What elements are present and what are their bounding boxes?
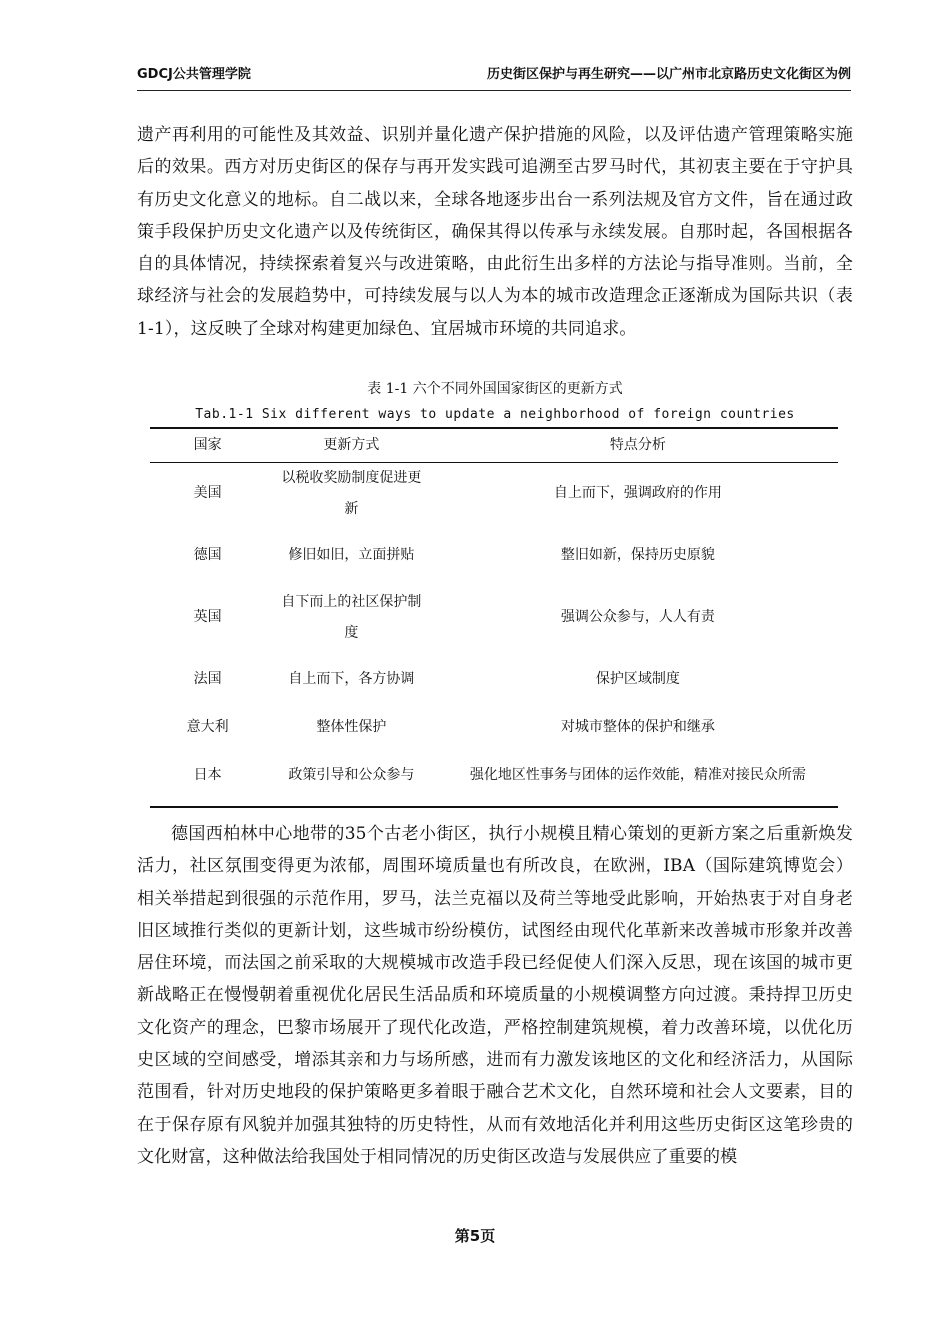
cell-method: 修旧如旧，立面拼贴 [288,547,415,563]
table-row [150,525,838,587]
cell-method: 政策引导和公众参与 [288,766,415,783]
cell-country: 法国 [193,671,222,687]
table-row [150,711,838,745]
cell-method: 自上而下，各方协调 [288,671,415,687]
table-caption-chinese: 表 1-1 六个不同外国国家街区的更新方式 [367,381,623,397]
cell-country: 意大利 [186,719,229,735]
table-row [150,649,838,711]
cell-country: 美国 [193,485,222,501]
table [150,427,838,808]
header-left-institution: GDCJ公共管理学院 [137,67,251,82]
header-right-title: 历史街区保护与再生研究——以广州市北京路历史文化街区为例 [486,67,851,82]
page-number: 第5页 [454,1227,496,1245]
cell-method: 以税收奖励制度促进更新 [281,469,422,517]
body-paragraph-1: 遗产再利用的可能性及其效益、识别并量化遗产保护措施的风险，以及评估遗产管理策略实施后的效果。西方对历史街区的保存与再开发实践可追溯至古罗马时代，其初衷主要在于守护具有历史文化意义的地标。自二战以来，全球各地逐步出台一系列法规及官方文件，旨在通过政策手段保护历史文化遗产以及传统街区，确保其得以传承与永续发展。自那时起，各国根据各自的具体情况，持续探索着复兴与改进策略，由此衍生出多样的方法论与指导准则。当前，全球经济与社会的发展趋势中，可持续发展与以人为本的城市改造理念正逐渐成为国际共识（表 1-1），这反映了全球对构建更加绿色、宜居城市环境的共同追求。 [137,125,853,339]
table-header-row [150,428,838,462]
table-row [150,745,838,807]
cell-country: 英国 [193,609,222,625]
cell-method: 自下而上的社区保护制度 [281,593,422,641]
header-country: 国家 [193,437,222,454]
header-method: 更新方式 [323,437,380,454]
table-row [150,462,838,525]
body-paragraph-2: 德国西柏林中心地带的35个古老小街区，执行小规模且精心策划的更新方案之后重新焕发活力，社区氛围变得更为浓郁，周围环境质量也有所改良，在欧洲，IBA（国际建筑博览会）相关举措起到很强的示范作用，罗马，法兰克福以及荷兰等地受此影响，开始热衷于对自身老旧区域推行类似的更新计划，这些城市纷纷模仿，试图经由现代化革新来改善城市形象并改善居住环境，而法国之前采取的大规模城市改造手段已经促使人们深入反思，现在该国的城市更新战略正在慢慢朝着重视优化居民生活品质和环境质量的小规模调整方向过渡。秉持捍卫历史文化资产的理念，巴黎市场展开了现代化改造，严格控制建筑规模，着力改善环境，以优化历史区域的空间感受，增添其亲和力与场所感，进而有力激发该地区的文化和经济活力，从国际范围看，针对历史地段的保护策略更多着眼于融合艺术文化，自然环境和社会人文要素，目的在于保存原有风貌并加强其独特的历史特性，从而有效地活化并利用这些历史街区这笔珍贵的文化财富，这种做法给我国处于相同情况的历史街区改造与发展供应了重要的模 [137,824,853,1167]
cell-analysis: 自上而下，强调政府的作用 [553,485,722,501]
cell-method: 整体性保护 [316,719,387,735]
table-row [150,587,838,649]
cell-country: 德国 [193,547,222,563]
table-caption-english: Tab.1-1 Six different ways to update a neighborhood of foreign countries [195,407,795,422]
cell-analysis: 强化地区性事务与团体的运作效能，精准对接民众所需 [469,766,806,783]
renewal-methods-table [150,427,838,808]
cell-analysis: 整旧如新，保持历史原貌 [560,547,715,563]
cell-country: 日本 [193,766,222,783]
cell-analysis: 保护区域制度 [595,671,680,687]
cell-analysis: 对城市整体的保护和继承 [560,719,715,735]
page-header [137,66,851,91]
header-analysis: 特点分析 [609,437,666,454]
cell-analysis: 强调公众参与，人人有责 [560,609,715,625]
